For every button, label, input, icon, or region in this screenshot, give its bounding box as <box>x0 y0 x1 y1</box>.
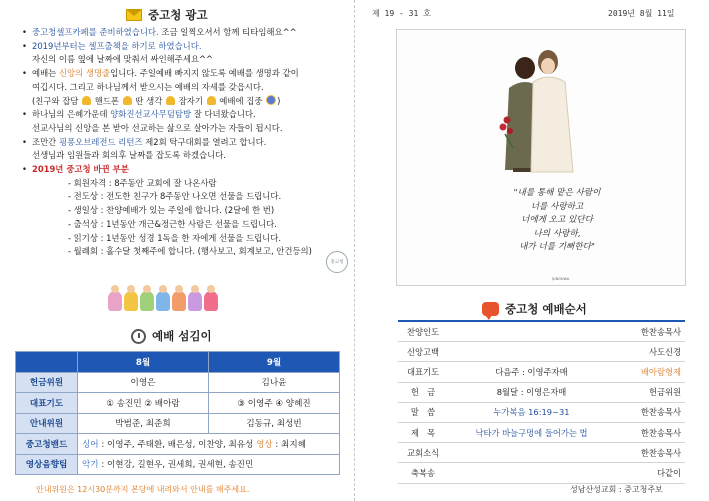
person-emoji-icon <box>207 96 216 105</box>
table-row <box>16 372 340 393</box>
issue-date: 2019년 8월 11일 <box>608 9 675 18</box>
list-item-cont: 여깁시다. 그리고 하나님께서 받으시는 예배의 자세를 갖읍시다. <box>32 81 264 92</box>
quote-signature: JUNGHWA <box>552 277 570 281</box>
praying-emoji-icon <box>266 95 276 105</box>
page-divider <box>354 0 355 501</box>
change-item: - 읽기상 : 1년동안 성경 1독을 한 자에게 선물을 드립니다. <box>68 232 282 243</box>
list-item-cont: (친구와 잡담 핸드폰 딴 생각 잠자기 예배에 집중 ) <box>32 95 281 106</box>
table-header-row <box>16 352 340 373</box>
quote-text: "내를 통해 맡은 사람이 너를 사랑하고 너에게 오고 있단다 나의 사랑하, 내가 너를 기뻐한다" <box>513 188 601 252</box>
issue-number: 제 19 - 31 호 <box>372 9 431 18</box>
change-item: - 출석상 : 1년동안 개근&정근한 사람은 선물을 드립니다. <box>68 218 277 229</box>
table-row <box>16 413 340 434</box>
row-label: 안내위원 <box>16 413 78 434</box>
person-emoji-icon <box>123 96 132 105</box>
person-emoji-icon <box>82 96 91 105</box>
order-row: 제 목 낙타가 바늘구멍에 들어가는 법 한찬송목사 <box>398 423 685 443</box>
table-cell: 싱어 : 이영주, 주태환, 배은성, 이찬양, 최유성 영상 : 최지혜 <box>78 434 340 455</box>
order-row: 신앙고백 사도신경 <box>398 342 685 362</box>
list-item-cont: 선교사님의 신앙을 본 받아 선교하는 삶으로 살아가는 자들이 됩시다. <box>32 122 283 133</box>
change-item: - 생일상 : 찬양예배가 있는 주일에 합니다. (2달에 한 번) <box>68 205 275 216</box>
change-item: - 회원자격 : 8주동안 교회에 잘 나온사람 <box>68 177 217 188</box>
order-row: 교회소식 한찬송목사 <box>398 443 685 463</box>
table-cell: 김동규, 최성빈 <box>208 413 339 434</box>
row-label: 헌금위원 <box>16 372 78 393</box>
order-row: 헌 금 8월달 : 이영은자매 헌금위원 <box>398 383 685 403</box>
person-emoji-icon <box>166 96 175 105</box>
table-cell: 김나윤 <box>208 372 339 393</box>
order-row: 말 씀 누가복음 16:19~31 한찬송목사 <box>398 403 685 423</box>
list-item-cont: 자신의 이름 옆에 날짜에 맞춰서 싸인해주세요^^ <box>32 54 214 65</box>
order-row: 대표기도 다음주 : 이영주자매 배아람형제 <box>398 362 685 382</box>
worship-order-list <box>398 322 685 484</box>
person-figure <box>172 291 186 311</box>
table-cell: ① 송진민 ② 배아람 <box>78 393 209 414</box>
speech-bubble-icon <box>482 302 499 316</box>
youth-stamp-logo: 중고청 <box>326 251 348 273</box>
table-cell: 이영은 <box>78 372 209 393</box>
list-item: • 조만간 핑퐁오브레전드 리턴즈 제2회 탁구대회를 열려고 합니다. <box>22 136 342 150</box>
person-figure <box>140 291 154 311</box>
table-row <box>16 434 340 455</box>
church-name: 성남산성교회 : 중고청주보 <box>570 485 663 494</box>
list-item: • 예배는 신앙의 생명줄입니다. 주일예배 빠지지 않도록 예배를 생명과 같이 <box>22 67 342 81</box>
column-header-sep: 9월 <box>208 352 339 373</box>
order-header <box>482 301 587 317</box>
person-figure <box>156 291 170 311</box>
list-item: • 중고청셀프카페를 준비하였습니다. 조금 일찍오셔서 함께 티타임해요^^ <box>22 26 342 40</box>
ads-header <box>126 7 208 23</box>
order-row: 찬양인도 한찬송목사 <box>398 322 685 342</box>
table-row <box>16 454 340 475</box>
list-item: • 하나님의 은혜가운데 양화진선교사무덤탐방 잘 다녀왔습니다. <box>22 108 342 122</box>
ads-title: 중고청 광고 <box>148 8 208 22</box>
person-figure <box>124 291 138 311</box>
duty-header <box>131 328 212 344</box>
duty-table <box>15 351 340 475</box>
row-label: 중고청밴드 <box>16 434 78 455</box>
table-cell: ③ 이영주 ④ 양혜진 <box>208 393 339 414</box>
table-row <box>16 393 340 414</box>
envelope-icon <box>126 9 142 21</box>
duty-footnote: 안내위원은 12시30분까지 본당에 내려와서 안내를 해주세요. <box>36 485 250 494</box>
people-illustration <box>108 291 218 311</box>
change-item: - 전도상 : 전도한 친구가 8주동안 나오면 선물을 드립니다. <box>68 191 282 202</box>
order-title: 중고청 예배순서 <box>505 302 587 316</box>
list-item-cont: 선생님과 임원들과 회의후 날짜를 잡도록 하겠습니다. <box>32 150 226 161</box>
clock-icon <box>131 329 146 344</box>
list-item: • 2019년 중고청 바뀐 부분 <box>22 163 342 177</box>
ads-notice-list <box>22 26 342 259</box>
order-row: 축복송 다같이 <box>398 463 685 483</box>
person-figure <box>188 291 202 311</box>
row-label: 대표기도 <box>16 393 78 414</box>
person-figure <box>108 291 122 311</box>
table-corner <box>16 352 78 373</box>
person-figure <box>204 291 218 311</box>
change-item: - 월례회 : 홀수달 첫째주에 합니다. (행사보고, 회계보고, 안건등의) <box>68 246 312 257</box>
column-header-aug: 8월 <box>78 352 209 373</box>
list-item: • 2019년부터는 셀프출책을 하기로 하였습니다. <box>22 40 342 54</box>
row-label: 영상음향팀 <box>16 454 78 475</box>
table-cell: 박범준, 최준희 <box>78 413 209 434</box>
duty-title: 예배 섬김이 <box>152 329 212 343</box>
table-cell: 악기 : 이현강, 길현우, 권세희, 권세현, 송진민 <box>78 454 340 475</box>
